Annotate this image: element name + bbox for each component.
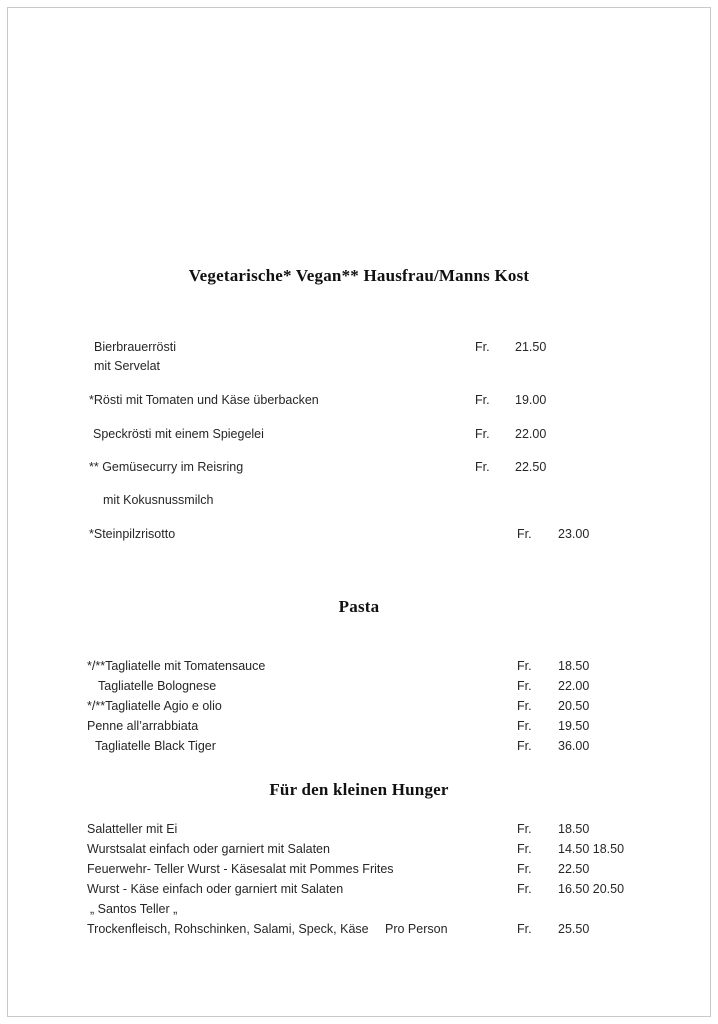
price-amount: 21.50	[515, 340, 547, 354]
menu-item-name: */**Tagliatelle Agio e olio	[87, 699, 222, 713]
menu-item-name: */**Tagliatelle mit Tomatensauce	[87, 659, 266, 673]
price-amount: 22.00	[515, 427, 547, 441]
price-currency: Fr.	[475, 460, 490, 474]
price-currency: Fr.	[517, 862, 532, 876]
price-amount: 18.50	[558, 659, 590, 673]
price-amount: 22.00	[558, 679, 590, 693]
price-currency: Fr.	[517, 922, 532, 936]
menu-item-name: *Steinpilzrisotto	[89, 527, 176, 541]
price-currency: Fr.	[517, 822, 532, 836]
price-currency: Fr.	[517, 679, 532, 693]
menu-item-name: „ Santos Teller „	[90, 902, 178, 916]
price-currency: Fr.	[517, 719, 532, 733]
menu-item-name: Tagliatelle Black Tiger	[95, 739, 216, 753]
price-amount: 14.50 18.50	[558, 842, 625, 856]
menu-item-name: Bierbrauerrösti	[94, 340, 176, 354]
price-currency: Fr.	[475, 427, 490, 441]
price-currency: Fr.	[517, 842, 532, 856]
price-currency: Fr.	[517, 882, 532, 896]
menu-item-subline: mit Servelat	[94, 359, 160, 373]
price-currency: Fr.	[475, 393, 490, 407]
menu-item-name: Feuerwehr- Teller Wurst - Käsesalat mit Pommes Frites	[87, 862, 394, 876]
price-amount: 22.50	[515, 460, 547, 474]
price-amount: 36.00	[558, 739, 590, 753]
price-currency: Fr.	[517, 527, 532, 541]
menu-item-name: Wurstsalat einfach oder garniert mit Salaten	[87, 842, 330, 856]
menu-item-note: Pro Person	[385, 922, 448, 936]
menu-item-name: Trockenfleisch, Rohschinken, Salami, Speck, Käse	[87, 922, 369, 936]
menu-item-name: Speckrösti mit einem Spiegelei	[93, 427, 264, 441]
section-title-pasta: Pasta	[338, 597, 380, 616]
price-amount: 25.50	[558, 922, 590, 936]
price-amount: 18.50	[558, 822, 590, 836]
price-amount: 20.50	[558, 699, 590, 713]
price-amount: 16.50 20.50	[558, 882, 625, 896]
price-amount: 22.50	[558, 862, 590, 876]
section-title-kleiner-hunger: Für den kleinen Hunger	[269, 780, 449, 799]
price-amount: 23.00	[558, 527, 590, 541]
menu-item-name: *Rösti mit Tomaten und Käse überbacken	[89, 393, 319, 407]
menu-item-name: Wurst - Käse einfach oder garniert mit Salaten	[87, 882, 344, 896]
price-currency: Fr.	[475, 340, 490, 354]
menu-item-name: Salatteller mit Ei	[87, 822, 178, 836]
menu-item-name: ** Gemüsecurry im Reisring	[89, 460, 244, 474]
price-currency: Fr.	[517, 659, 532, 673]
price-amount: 19.50	[558, 719, 590, 733]
section-title-vegetarisch: Vegetarische* Vegan** Hausfrau/Manns Kost	[188, 266, 530, 285]
price-currency: Fr.	[517, 699, 532, 713]
menu-item-name: Tagliatelle Bolognese	[98, 679, 217, 693]
price-currency: Fr.	[517, 739, 532, 753]
price-amount: 19.00	[515, 393, 547, 407]
menu-item-name: Penne all’arrabbiata	[87, 719, 199, 733]
menu-item-name: mit Kokusnussmilch	[103, 493, 214, 507]
